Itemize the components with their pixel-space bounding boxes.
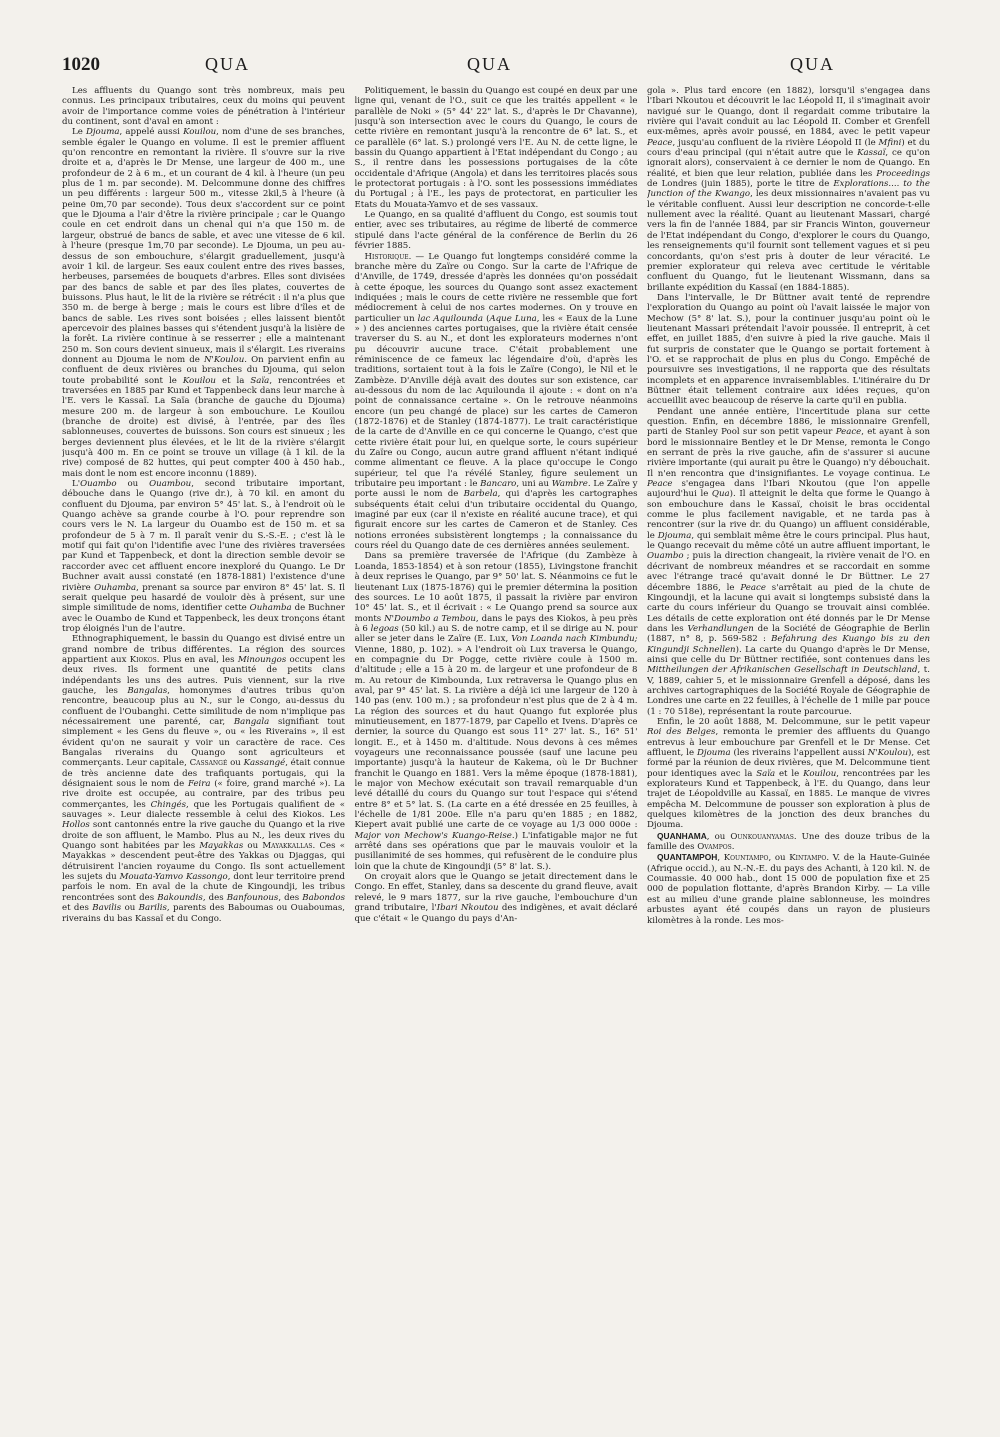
section-label: Historique.: [364, 251, 412, 262]
paragraph: On croyait alors que le Quango se jetait directement dans le Congo. En effet, Stanley, dans sa descente du grand fleuve, avait relevé, le 9 mars 1877, sur la rive gauche, l'embouchure d'un grand tributaire, l'Ibari Nkoutou des indigènes, et avait déclaré que c'était « le Quango du pays d'An-: [354, 872, 638, 924]
page-number: 1020: [62, 54, 100, 75]
paragraph: Les affluents du Quango sont très nombreux, mais peu connus. Les principaux tributaires, ceux du moins qui peuvent avoir de l'importance comme voies de pénétration à l'intérieur du continent, sont d'aval en amont :: [62, 86, 345, 128]
paragraph: Ethnographiquement, le bassin du Quango est divisé entre un grand nombre de tribus différentes. La région des sources appartient aux Kiokos. Plus en aval, les Minoungos occupent les deux rives. Ils forment une quantité de petits clans indépendants les uns des autres. Puis viennent, sur la rive gauche, les Bangalas, homonymes d'autres tribus qu'on rencontre, beaucoup plus au N., sur le Congo, au-dessus du confluent de l'Oubanghi. Cette similitude de nom n'implique pas nécessairement une parenté, car, Bangala signifiant tout simplement « les Gens du fleuve », ou « les Riverains », il est évident qu'on ne saurait y voir un caractère de race. Ces Bangalas riverains du Quango sont agriculteurs et commerçants. Leur capitale, Cassangé ou Kassangé, était connue de très ancienne date des trafiquants portugais, qui la désignaient sous le nom de Feira (« foire, grand marché »). La rive droite est occupée, au contraire, par des tribus peu commerçantes, les Chingés, que les Portugais qualifient de « sauvages ». Leur dialecte ressemble à celui des Kiokos. Les Hollos sont cantonnés entre la rive gauche du Quango et la rive droite de son affluent, le Mambo. Plus au N., les deux rives du Quango sont habitées par les Mayakkas ou Mayakkallas. Ces « Mayakkas » descendent peut-être des Yakkas ou Djaggas, qui détruisirent l'ancien royaume du Congo. Ils sont actuellement les sujets du Mouata-Yamvo Kassongo, dont leur territoire prend parfois le nom. En aval de la chute de Kingoundji, les tribus rencontrées sont des Bakoundis, des Banfounous, des Babondos et des Bavilis ou Barilis, parents des Baboumas ou Ouaboumas, riverains du bas Kassaï et du Congo.: [62, 634, 345, 924]
paragraph: Dans sa première traversée de l'Afrique (du Zambèze à Loanda, 1853-1854) et à son retour (1855), Livingstone franchit à deux reprises le Quango, par 9° 50' lat. S. Néanmoins ce fut le lieutenant Lux (1875-1876) qui le premier détermina la position des sources. Le 10 août 1875, il passait la rivière par environ 10° 45' lat. S., et il écrivait : « Le Quango prend sa source aux monts N'Doumbo a Tembou, dans le pays des Kiokos, à peu près à 6 legoas (50 kil.) au S. de notre camp, et il se dirige au N. pour aller se jeter dans le Zaïre (E. Lux, Von Loanda nach Kimbundu; Vienne, 1880, p. 102). » A l'endroit où Lux traversa le Quango, en compagnie du Dr Pogge, cette rivière coule à 1500 m. d'altitude ; elle a 15 à 20 m. de largeur et une profondeur de 8 m. Au retour de Kimbounda, Lux retraversa le Quango plus en aval, par 9° 45' lat. S. La rivière a déjà ici une largeur de 120 à 140 pas (env. 100 m.) ; sa profondeur n'est plus que de 2 à 4 m. La région des sources et du haut Quango fut explorée plus minutieusement, en 1877-1879, par Capello et Ivens. D'après ce dernier, la source du Quango est sous 11° 27' lat. S., 16° 51' longit. E., et à 1450 m. d'altitude. Nous devons à ces mêmes voyageurs une reconnaissance poussée (sauf une lacune peu importante) jusqu'à la hauteur de Kakema, où le Dr Buchner franchit le Quango en 1881. Vers la même époque (1878-1881), le major von Mechow exécutait son travail remarquable d'un levé détaillé du cours du Quango sur tout l'espace qui s'étend entre 8° et 5° lat. S. (La carte en a été dressée en 25 feuilles, à l'échelle de 1/81 200e. Elle n'a paru qu'en 1885 ; en 1882, Kiepert avait publié une carte de ce voyage au 1/3 000 000e : Major von Mechow's Kuango-Reise.) L'infatigable major ne fut arrêté dans ses opérations que par le mauvais vouloir et la pusillanimité de ses hommes, qui refusèrent de le conduire plus loin que la chute de Kingoundji (5° 8' lat. S.).: [354, 551, 638, 872]
column-1: [62, 86, 345, 1401]
running-head-center: QUA: [467, 54, 512, 74]
text-columns: [62, 86, 930, 1401]
column-3: [647, 86, 930, 1401]
paragraph: gola ». Plus tard encore (en 1882), lorsqu'il s'engagea dans l'Ibari Nkoutou et découvrit le lac Léopold II, il s'imaginait avoir navigué sur le Quango, dont il regardait comme tributaire la rivière qui l'avait conduit au lac Léopold II. Comber et Grenfell eux-mêmes, après avoir poussé, en 1884, avec le petit vapeur Peace, jusqu'au confluent de la rivière Léopold II (le Mfini) et du cours d'eau principal (qui n'était autre que le Kassaï, ce qu'on ignorait alors), conservaient à ce dernier le nom de Quango. En réalité, et bien que leur relation, publiée dans les Proceedings de Londres (juin 1885), porte le titre de Explorations.... to the Junction of the Kwango, les deux missionnaires n'avaient pas vu le véritable confluent. Aussi leur description ne concorde-t-elle nullement avec la réalité. Quant au lieutenant Massari, chargé vers la fin de l'année 1884, par sir Francis Winton, gouverneur de l'Etat indépendant du Congo, d'explorer le cours du Quango, les renseignements qu'il fournit sont tellement vagues et si peu concordants, qu'on s'est pris à douter de leur véracité. Le premier explorateur qui releva avec certitude le véritable confluent du Quango, fut le lieutenant Wissmann, dans sa brillante expédition du Kassaï (en 1884-1885).: [647, 86, 930, 293]
paragraph: Enfin, le 20 août 1888, M. Delcommune, sur le petit vapeur Roi des Belges, remonta le premier des affluents du Quango entrevus à leur embouchure par Grenfell et le Dr Mense. Cet affluent, le Djouma (les riverains l'appellent aussi N'Koulou), est formé par la réunion de deux rivières, que M. Delcommune tient pour identiques avec la Saïa et le Kouilou, rencontrées par les explorateurs Kund et Tappenbeck, à l'E. du Quango, dans leur trajet de Léopoldville au Kassaï, en 1885. Le manque de vivres empêcha M. Delcommune de pousser son exploration à plus de quelques kilomètres de la jonction des deux branches du Djouma.: [647, 716, 930, 831]
entry-headword: QUANTAMPOH: [657, 852, 718, 863]
paragraph: Le Djouma, appelé aussi Kouilou, nom d'une de ses branches, semble égaler le Quango en volume. Il est le premier affluent qu'on rencontre en remontant la rivière. Il s'ouvre sur la rive droite et a, d'après le Dr Mense, une largeur de 400 m., une profondeur de 2 à 6 m., et un courant de 4 kil. à l'heure (un peu plus de 1 m. par seconde). M. Delcommune donne des chiffres un peu différents : largeur 500 m., vitesse 2kil,5 à l'heure (à peine 0m,70 par seconde). Tous deux s'accordent sur ce point que le Djouma a l'air d'être la rivière principale ; car le Quango coule en cet endroit dans un chenal qui n'a que 150 m. de largeur, obstrué de bancs de sable, et avec une vitesse de 6 kil. à l'heure (presque 1m,70 par seconde). Le Djouma, un peu au-dessus de son embouchure, s'élargit graduellement, jusqu'à avoir 1 kil. de largeur. Ses eaux coulent entre des rives basses, herbeuses, parsemées de bouquets d'arbres. Elles sont divisées par des bancs de sable et par des îles plates, couvertes de buissons. Plus haut, le lit de la rivière se rétrécit : il n'a plus que 350 m. de berge à berge ; mais le cours est libre d'îles et de bancs de sable. Les rives sont boisées ; elles laissent bientôt apercevoir des plaines basses qui s'étendent jusqu'à la lisière de la forêt. La rivière continue à se resserrer ; elle a maintenant 250 m. Son cours devient sinueux, mais il s'élargit. Les riverains donnent au Djouma le nom de N'Koulou. On parvient enfin au confluent de deux rivières ou branches du Djouma, qui selon toute probabilité sont le Kouilou et la Saïa, rencontrées et traversées en 1885 par Kund et Tappenbeck dans leur marche à l'E. vers le Kassaï. La Saïa (branche de gauche du Djouma) mesure 200 m. de largeur à son embouchure. Le Kouilou (branche de droite) est divisé, à l'entrée, par des îles sablonneuses, couvertes de buissons. Son cours est sinueux ; les berges deviennent plus élevées, et le lit de la rivière s'élargit jusqu'à 400 m. En ce point se trouve un village (à 1 kil. de la rive) composé de 82 huttes, qui peut compter 400 à 450 hab., mais dont le nom est encore inconnu (1889).: [62, 127, 345, 479]
paragraph: Pendant une année entière, l'incertitude plana sur cette question. Enfin, en décembre 1886, le missionnaire Grenfell, parti de Stanley Pool sur son petit vapeur Peace, et ayant à son bord le missionnaire Bentley et le Dr Mense, remonta le Congo en serrant de près la rive gauche, afin de s'assurer si aucune rivière importante (qui aurait pu être le Quango) n'y débouchait. Il n'en rencontra que d'insignifiantes. Le voyage continua. Le Peace s'engagea dans l'Ibari Nkoutou (que l'on appelle aujourd'hui le Qua). Il atteignit le delta que forme le Quango à son embouchure dans le Kassaï, choisit le bras occidental comme le plus facilement navigable, et ne tarda pas à rencontrer (sur la rive dr. du Quango) un affluent considérable, le Djouma, qui semblait même être le cours principal. Plus haut, le Quango recevait du même côté un autre affluent important, le Ouambo ; puis la direction changeait, la rivière venait de l'O. en décrivant de nombreux méandres et se raccordait en somme avec l'étrange tracé qu'avait donné le Dr Büttner. Le 27 décembre 1886, le Peace s'arrêtait au pied de la chute de Kingoundji, et la lacune qui avait si longtemps subsisté dans la carte du cours inférieur du Quango se trouvait ainsi comblée. Les détails de cette exploration ont été donnés par le Dr Mense dans les Verhandlungen de la Société de Géographie de Berlin (1887, n° 8, p. 569-582 : Befahrung des Kuango bis zu den Kingundji Schnellen). La carte du Quango d'après le Dr Mense, ainsi que celle du Dr Büttner rectifiée, sont contenues dans les Mittheilungen der Afrikanischen Gesellschaft in Deutschland, t. V, 1889, cahier 5, et le missionnaire Grenfell a déposé, dans les archives cartographiques de la Société Royale de Géographie de Londres une carte en 22 feuilles, à l'échelle de 1 mille par pouce (1 : 70 518e), représentant la route parcourue.: [647, 406, 930, 717]
paragraph: Dans l'intervalle, le Dr Büttner avait tenté de reprendre l'exploration du Quango au point où l'avait laissée le major von Mechow (5° 8' lat. S.), pour la continuer jusqu'au point où le lieutenant Massari prétendait l'avoir poussée. Il entreprit, à cet effet, en juillet 1885, d'en suivre à pied la rive gauche. Mais il fut surpris de constater que le Quango se portait fortement à l'O. et se rapprochait de plus en plus du Congo. Empêché de poursuivre ses investigations, il ne rapporta que des résultats incomplets et en apparence invraisemblables. L'itinéraire du Dr Büttner était tellement contraire aux idées reçues, qu'on accueillit avec beaucoup de réserve la carte qu'il en publia.: [647, 292, 930, 407]
entry-headword: QUANHAMA: [657, 830, 707, 841]
dictionary-entry-quantampoh: QUANTAMPOH, Kountampo, ou Kintampo. V. de la Haute-Guinée (Afrique occid.), au N.-N.-E. du pays des Achanti, à 120 kil. N. de Coumassie. 40 000 hab., dont 15 000 de population fixe et 25 000 de population flottante, d'après Brandon Kirby. — La ville est au milieu d'une grande plaine sablonneuse, les moindres arbustes ayant été coupés dans un rayon de plusieurs kilomètres à la ronde. Les mos-: [647, 852, 930, 926]
paragraph: Historique. — Le Quango fut longtemps considéré comme la branche mère du Zaïre ou Congo. Sur la carte de l'Afrique de d'Anville, de 1749, dressée d'après les données qu'on possédait à cette époque, les sources du Quango sont assez exactement indiquées ; mais le cours de cette rivière ne ressemble que fort médiocrement à celui de nos cartes modernes. On y trouve en particulier un lac Aquilounda (Aque Luna, les « Eaux de la Lune » ) des anciennes cartes portugaises, que la rivière était censée traverser du S. au N., et dont les explorateurs modernes n'ont pu découvrir aucune trace. C'était probablement une réminiscence de ce fameux lac légendaire d'où, d'après les traditions, sortaient tout à la fois le Zaïre (Congo), le Nil et le Zambèze. D'Anville déjà avait des doutes sur son existence, car au-dessous du nom de lac Aquilounda il ajoute : « dont on n'a point de connaissance certaine ». On le retrouve néanmoins encore (un peu changé de place) sur les cartes de Cameron (1872-1876) et de Stanley (1874-1877). Le trait caractéristique de la carte de d'Anville en ce qui concerne le Quango, c'est que cette rivière était pour lui, en quelque sorte, le cours supérieur du Zaïre ou Congo, aucun autre grand affluent n'étant indiqué comme alimentant ce fleuve. A la place qu'occupe le Congo supérieur, tel que l'a révélé Stanley, figure seulement un tributaire peu important : le Bancaro, uni au Wambre. Le Zaïre y porte aussi le nom de Barbela, qui d'après les cartographes subséquents était celui d'un tributaire occidental du Quango, imaginé par eux (car il n'existe en réalité aucune trace), et qui figurait encore sur les cartes de Cameron et de Stanley. Ces notions erronées subsistèrent longtemps ; la connaissance du cours réel du Quango date de ces dernières années seulement.: [354, 251, 638, 552]
running-head-right: QUA: [790, 54, 835, 74]
page-header: [62, 54, 930, 80]
dictionary-entry-quanhama: QUANHAMA, ou Ounkouanyamas. Une des douze tribus de la famille des Ovampos.: [647, 830, 930, 853]
paragraph: Politiquement, le bassin du Quango est coupé en deux par une ligne qui, venant de l'O., suit ce que les traités appellent « le parallèle de Noki » (5° 44' 22" lat. S., d'après le Dr Chavanne), jusqu'à son intersection avec le cours du Quango, le cours de cette rivière en remontant jusqu'à la rencontre de 6° lat. S., et ce parallèle (6° lat. S.) prolongé vers l'E. Au N. de cette ligne, le bassin du Quango appartient à l'Etat indépendant du Congo ; au S., il rentre dans les possessions portugaises de la côte occidentale d'Afrique (Angola) et dans les territoires placés sous le protectorat portugais : à l'O. sont les possessions immédiates du Portugal ; à l'E., les pays de protectorat, en particulier les Etats du Mouata-Yamvo et de ses vassaux.: [354, 86, 638, 210]
paragraph: L'Ouambo ou Ouambou, second tributaire important, débouche dans le Quango (rive dr.), à 70 kil. en amont du confluent du Djouma, par environ 5° 45' lat. S., à l'endroit où le Quango achève sa grande courbe à l'O. pour reprendre son cours vers le N. La largeur du Ouambo est de 150 m. et sa profondeur de 5 à 7 m. Il paraît venir du S.-S.-E. ; c'est là le motif qui fait qu'on l'identifie avec l'une des rivières traversées par Kund et Tappenbeck, et dont la direction semble devoir se raccorder avec cet affluent encore inexploré du Quango. Le Dr Buchner avait aussi constaté (en 1878-1881) l'existence d'une rivière Ouhamba, prenant sa source par environ 8° 45' lat. S. Il serait quelque peu hasardé de vouloir dès à présent, sur une simple similitude de noms, identifier cette Ouhamba de Buchner avec le Ouambo de Kund et Tappenbeck, les deux tronçons étant trop éloignés l'un de l'autre.: [62, 479, 345, 634]
column-2: [355, 86, 638, 1401]
paragraph: Le Quango, en sa qualité d'affluent du Congo, est soumis tout entier, avec ses tributaires, au régime de liberté de commerce stipulé dans l'acte général de la conférence de Berlin du 26 février 1885.: [354, 210, 638, 252]
running-head-left: QUA: [205, 54, 250, 74]
